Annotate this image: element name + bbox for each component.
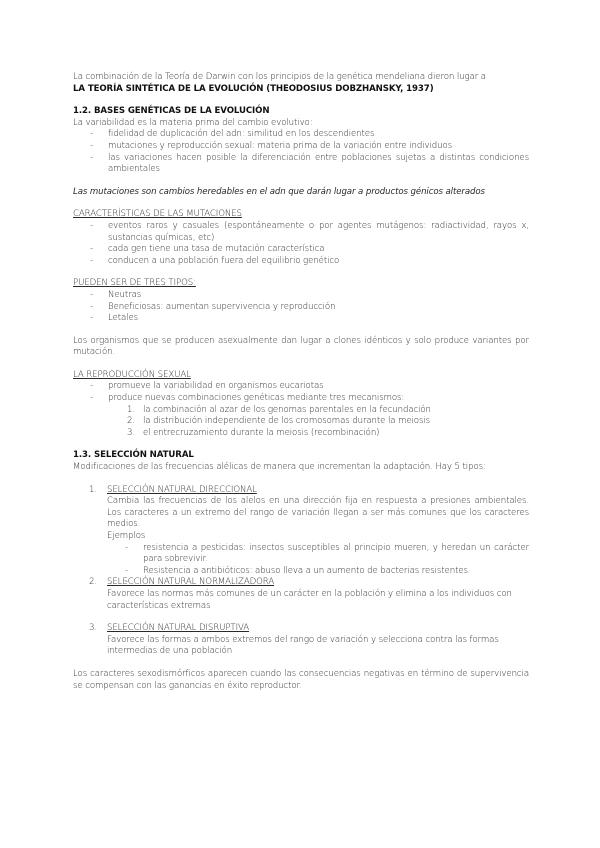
list-item: - Neutras [108,290,529,302]
list-item: - resistencia a pesticidas: insectos susceptibles al principio mueren, y heredan un carácter para sobrevivir. [143,543,529,566]
section-1-2-lead: La variabilidad es la materia prima del cambio evolutivo: [73,117,313,128]
list-item: - cada gen tiene una tasa de mutación característica [108,244,529,256]
closing-paragraph: Los caracteres sexodismórficos aparecen cuando las consecuencias negativas en término de supervivencia se compensan con las ganancias en éxito reproductor. [73,668,529,691]
sexual-reproduction-title: LA REPRODUCCIÓN SEXUAL [73,369,191,380]
list-item: - mutaciones y reproducción sexual: materia prima de la variación entre individuos [108,141,529,153]
list-item: - produce nuevas combinaciones genéticas mediante tres mecanismos: [108,393,529,405]
list-item: 3. el entrecruzamiento durante la meiosis (recombinación) [127,427,380,438]
selection-type-normalizing: 2. SELECCIÓN NATURAL NORMALIZADORA Favorece las normas más comunes de un carácter en la población y elimina a los individuos con características extremas [73,577,529,612]
list-item: 1. la combinación al azar de los genomas parentales en la fecundación [127,404,431,415]
list-item: - promueve la variabilidad en organismos eucariotas [108,381,529,393]
examples-list [107,543,529,578]
sexual-reproduction-list [73,381,529,404]
list-item: - eventos raros y casuales (espontáneamente o por agentes mutágenos: radiactividad, rayos x, sustancias químicas, etc) [108,221,529,244]
mutation-definition: Las mutaciones son cambios heredables en el adn que darán lugar a productos génicos alterados [73,186,485,197]
list-item: - Letales [108,313,529,325]
section-1-2-title: 1.2. BASES GENÉTICAS DE LA EVOLUCIÓN [73,106,270,117]
list-item: - Resistencia a antibióticos: abuso lleva a un aumento de bacterias resistentes [143,566,529,578]
examples-label: Ejemplos [107,531,146,541]
list-item: 2. la distribución independiente de los cromosomas durante la meiosis [127,416,431,427]
list-item: - fidelidad de duplicación del adn: similitud en los descendientes [108,129,529,141]
asexual-paragraph: Los organismos que se producen asexualmente dan lugar a clones idénticos y solo produce variantes por mutación. [73,335,529,358]
mutation-types-list [73,290,529,325]
disruptive-title: SELECCIÓN NATURAL DISRUPTIVA [107,623,250,634]
selection-type-disruptive: 3. SELECCIÓN NATURAL DISRUPTIVA Favorece las formas a ambos extremos del rango de variación y selecciona contra las formas intermedias de una población [73,623,529,658]
document-page [73,72,529,692]
directional-title: SELECCIÓN NATURAL DIRECCIONAL [107,484,257,495]
normalizing-description: Favorece las normas más comunes de un carácter en la población y elimina a los individuos con características extremas [107,588,512,611]
mutation-types-title: PUEDEN SER DE TRES TIPOS: [73,278,196,289]
intro-theory-title: LA TEORÍA SINTÉTICA DE LA EVOLUCIÓN (THEODOSIUS DOBZHANSKY, 1937) [73,83,434,94]
section-1-3-lead: Modificaciones de las frecuencias alélicas de manera que incrementan la adaptación. Hay 5 tipos: [73,462,486,473]
disruptive-description: Favorece las formas a ambos extremos del rango de variación y selecciona contra las formas intermedias de una población [107,634,499,657]
selection-type-directional: 1. SELECCIÓN NATURAL DIRECCIONAL Cambia las frecuencias de los alelos en una dirección fija en respuesta a presiones ambientales. Los caracteres a un extremo del rango de variación llegan a ser más comunes que los caracteres medios. Ejemplos - resistencia a pesticidas: insectos susceptibles al principio mueren, y heredan un carácter para sobrevivir. - Resistencia a antibióticos: abuso lleva a un aumento de bacterias resistentes [73,485,529,578]
directional-description: Cambia las frecuencias de los alelos en una dirección fija en respuesta a presiones ambientales. Los caracteres a un extremo del rango de variación llegan a ser más comunes que los caracteres medios. [107,496,529,530]
normalizing-title: SELECCIÓN NATURAL NORMALIZADORA [107,577,275,588]
section-1-3-title: 1.3. SELECCIÓN NATURAL [73,450,194,461]
list-item: - conducen a una población fuera del equilibrio genético [108,256,529,268]
list-item: - las variaciones hacen posible la diferenciación entre poblaciones sujetas a distintas condiciones ambientales [108,153,529,176]
mechanisms-list [73,405,529,440]
list-item: - Beneficiosas: aumentan supervivencia y reproducción [108,302,529,314]
intro-text: La combinación de la Teoría de Darwin con los principios de la genética mendeliana dieron lugar a [73,72,486,82]
mutation-characteristics-list [73,221,529,267]
mutation-characteristics-title: CARACTERÍSTICAS DE LAS MUTACIONES [73,209,242,220]
variability-list [73,129,529,175]
